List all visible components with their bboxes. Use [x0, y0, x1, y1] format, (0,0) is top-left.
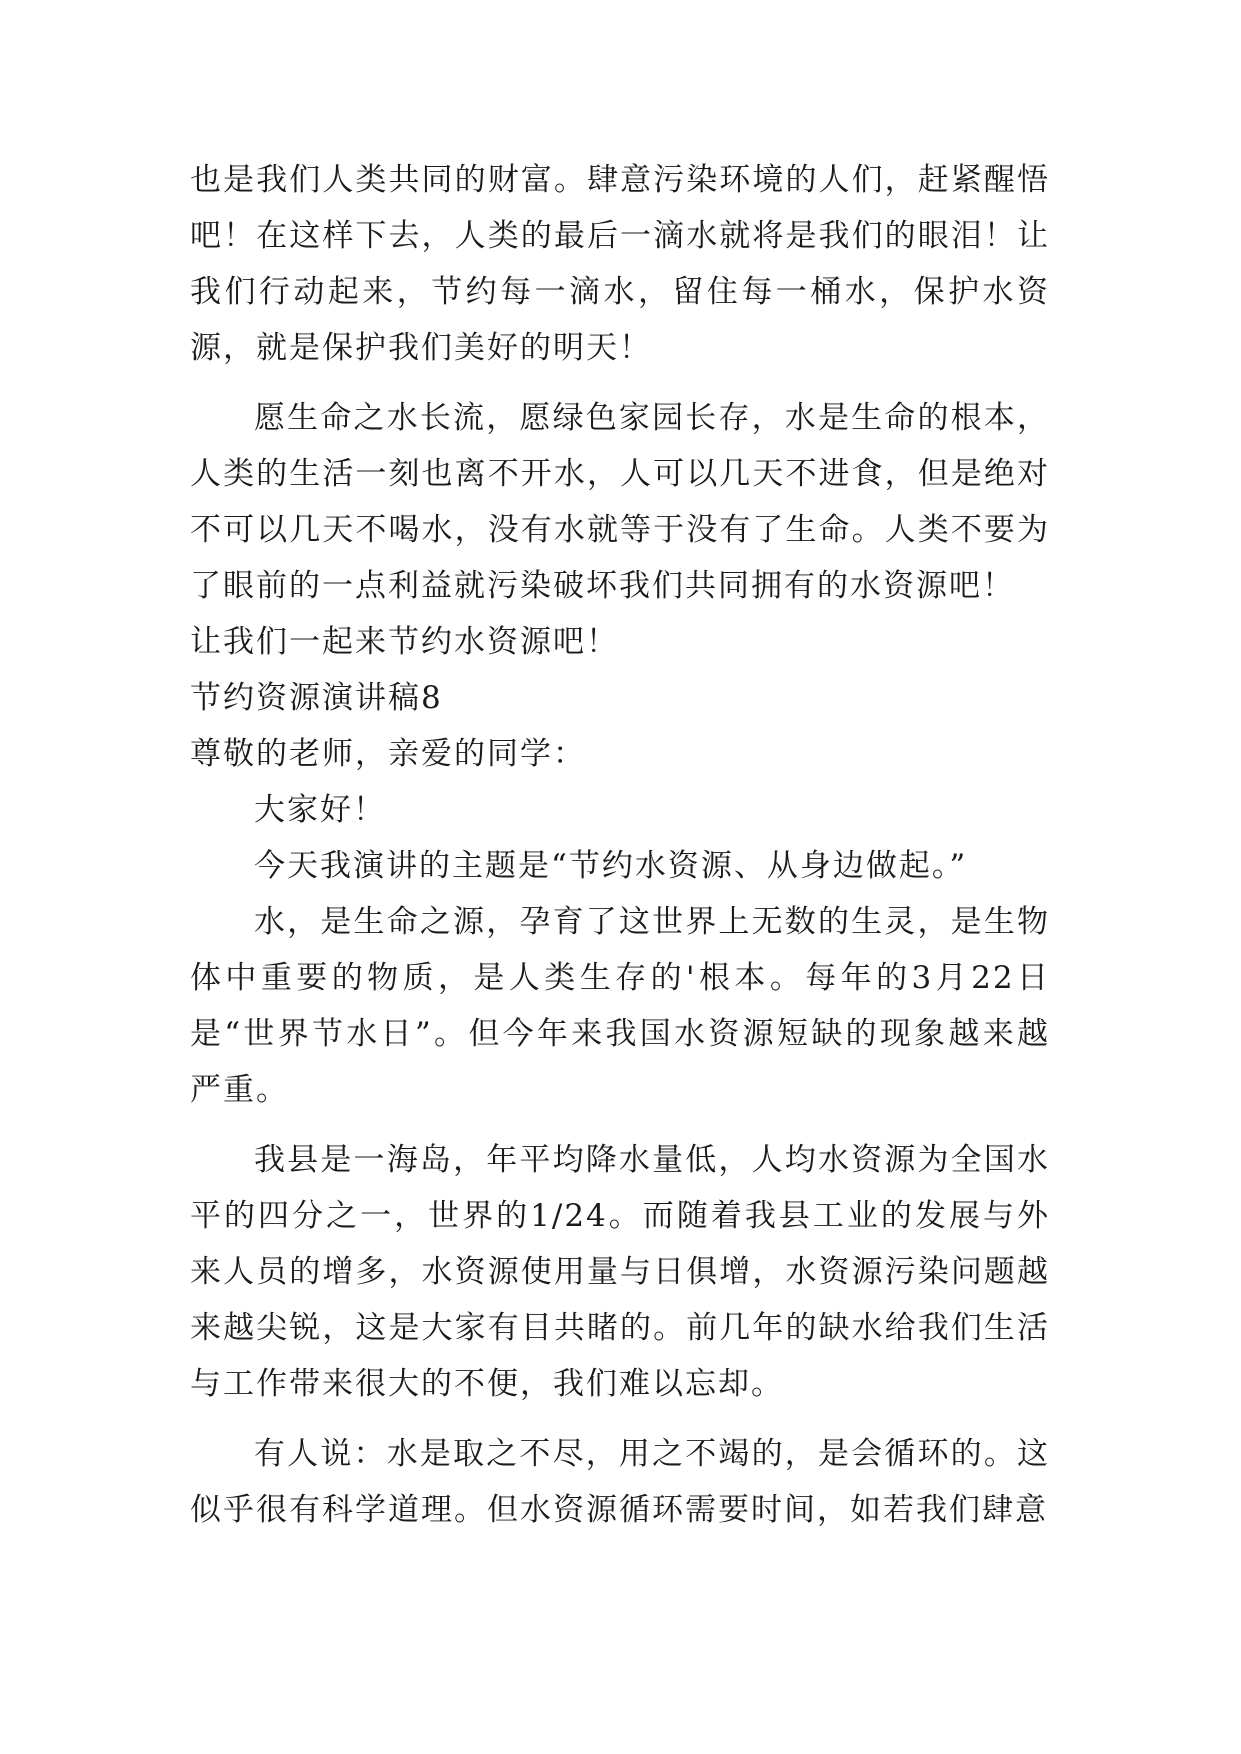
speech-topic: 今天我演讲的主题是“节约水资源、从身边做起。”: [254, 848, 968, 884]
paragraph-source-of-life: 水，是生命之源，孕育了这世界上无数的生灵，是生物体中重要的物质，是人类生存的'根本。每年的3月22日是“世界节水日”。但今年来我国水资源短缺的现象越来越严重。: [190, 904, 1050, 1108]
paragraph-closing-line: 让我们一起来节约水资源吧！: [190, 624, 619, 660]
speech-title: 节约资源演讲稿8: [190, 680, 443, 716]
salutation: 尊敬的老师，亲爱的同学：: [190, 736, 586, 772]
paragraph-water-of-life: 愿生命之水长流，愿绿色家园长存，水是生命的根本，人类的生活一刻也离不开水，人可以几天不进食，但是绝对不可以几天不喝水，没有水就等于没有了生命。人类不要为了眼前的一点利益就污染破坏我们共同拥有的水资源吧！: [190, 400, 1050, 604]
document-body: [190, 152, 1050, 1538]
paragraph-continuation: 也是我们人类共同的财富。肆意污染环境的人们，赶紧醒悟吧！在这样下去，人类的最后一滴水就将是我们的眼泪！让我们行动起来，节约每一滴水，留住每一桶水，保护水资源，就是保护我们美好的明天！: [190, 162, 1050, 366]
greeting: 大家好！: [254, 792, 386, 828]
paragraph-island-county: 我县是一海岛，年平均降水量低，人均水资源为全国水平的四分之一，世界的1/24。而随着我县工业的发展与外来人员的增多，水资源使用量与日俱增，水资源污染问题越来越尖锐，这是大家有目共睹的。前几年的缺水给我们生活与工作带来很大的不便，我们难以忘却。: [190, 1142, 1050, 1402]
paragraph-water-cycle: 有人说：水是取之不尽，用之不竭的，是会循环的。这似乎很有科学道理。但水资源循环需要时间，如若我们肆意: [190, 1436, 1050, 1528]
